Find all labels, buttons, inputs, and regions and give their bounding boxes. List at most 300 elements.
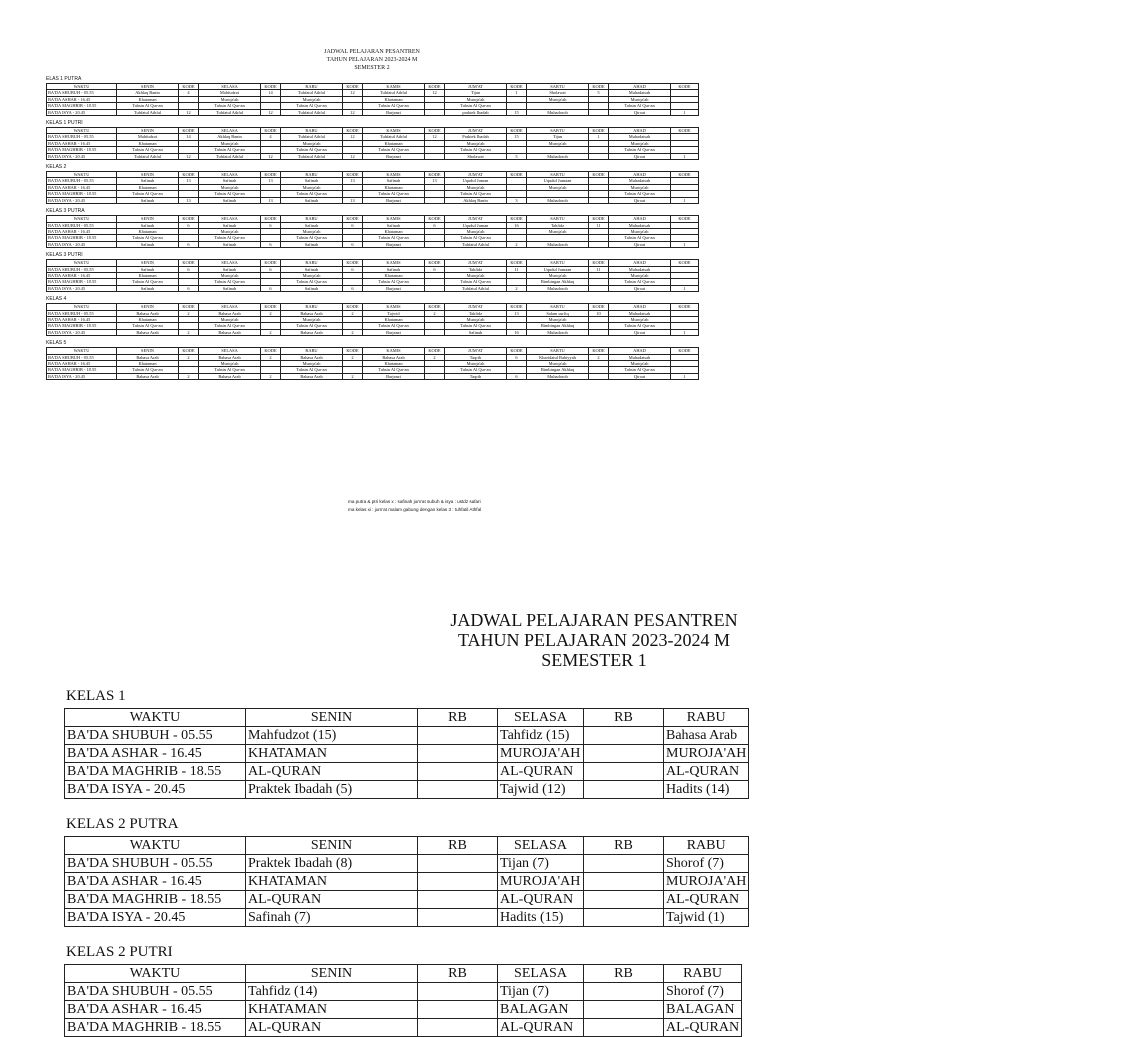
table-cell: Tahsin Al Qur-an (281, 191, 343, 197)
table-cell: AL-QURAN (664, 1019, 742, 1037)
table-cell: Tahsin Al Qur-an (281, 103, 343, 109)
header-cell: RABU (281, 216, 343, 222)
header-cell: KODE (261, 304, 281, 310)
table-cell: 6 (261, 285, 281, 291)
time-cell: BA'DA MAGHRIB - 18.55 (47, 235, 117, 241)
table-cell: Tahfidz (14) (246, 983, 418, 1001)
table-cell (589, 329, 609, 335)
table-cell (589, 285, 609, 291)
table-cell: Tahsin Al Qur-an (199, 147, 261, 153)
table-cell (425, 197, 445, 203)
header-cell: JUM'AT (445, 260, 507, 266)
table-row (65, 873, 749, 891)
table-cell: Tahsin Al Qur-an (199, 323, 261, 329)
table-row (65, 727, 749, 745)
table-cell: Uqudul Jumaan (527, 266, 589, 272)
table-cell: Uqudul Jumaan (527, 178, 589, 184)
header-cell: KODE (671, 128, 699, 134)
header-cell: KODE (261, 128, 281, 134)
title-line: TAHUN PELAJARAN 2023-2024 M (326, 57, 418, 63)
header-cell: KODE (425, 128, 445, 134)
table-cell: AL-QURAN (246, 763, 418, 781)
table-cell: Muroja'ah (527, 272, 589, 278)
header-cell: KODE (589, 84, 609, 90)
header-cell: RB (584, 837, 664, 855)
table-cell: Qiroat (609, 329, 671, 335)
header-cell: KODE (589, 172, 609, 178)
class-section (46, 120, 698, 160)
table-cell: Safinah (281, 285, 343, 291)
header-cell: KAMIS (363, 304, 425, 310)
time-cell: BA'DA MAGHRIB - 18.55 (47, 279, 117, 285)
table-cell: 2 (425, 354, 445, 360)
table-cell: Tahsin Al Qur-an (199, 191, 261, 197)
table-cell (584, 909, 664, 927)
table-cell: Bahasa Arab (664, 727, 749, 745)
table-cell: 15 (507, 109, 527, 115)
table-cell: 5 (507, 153, 527, 159)
header-cell: KODE (589, 304, 609, 310)
table-cell: Tuhfatul Athfal (445, 241, 507, 247)
table-cell: AL-QURAN (498, 891, 584, 909)
document-title (46, 48, 698, 72)
zoom-document-title (64, 610, 1124, 670)
table-cell (418, 745, 498, 763)
table-cell: Mahfudzot (15) (246, 727, 418, 745)
table-cell (425, 153, 445, 159)
table-cell: Muroja'ah (445, 96, 507, 102)
header-cell: RABU (281, 172, 343, 178)
table-cell: 6 (179, 266, 199, 272)
header-cell: SABTU (527, 84, 589, 90)
header-cell: KODE (507, 128, 527, 134)
table-cell (418, 909, 498, 927)
table-cell: Muroja'ah (527, 228, 589, 234)
time-cell: BA'DA SHUBUH - 05.55 (65, 983, 246, 1001)
time-cell: BA'DA SHUBUH - 05.55 (47, 90, 117, 96)
time-cell: BA'DA ASHAR - 16.45 (47, 228, 117, 234)
header-cell: KODE (425, 304, 445, 310)
table-cell: Akhlaq Banin (117, 90, 179, 96)
table-cell: Bimbingan Akhlaq (527, 323, 589, 329)
time-cell: BA'DA ASHAR - 16.45 (47, 361, 117, 367)
table-cell: Muroja'ah (527, 184, 589, 190)
table-cell: Safinah (363, 222, 425, 228)
schedule-table (46, 215, 699, 248)
table-cell: Bahasa Arab (281, 373, 343, 379)
table-cell: Muroja'ah (281, 96, 343, 102)
table-cell: Tahsin Al Qur-an (281, 147, 343, 153)
table-cell: Muhadoroh (527, 285, 589, 291)
table-row (65, 855, 749, 873)
table-cell: 11 (507, 266, 527, 272)
table-cell: Tahsin Al Qur-an (199, 279, 261, 285)
header-cell: KODE (589, 128, 609, 134)
table-cell: Tahsin Al Qur-an (281, 279, 343, 285)
table-cell: Khataman (117, 96, 179, 102)
table-cell: 6 (179, 285, 199, 291)
header-cell: SELASA (199, 304, 261, 310)
table-cell: Taqrib (445, 373, 507, 379)
schedule-table (46, 171, 699, 204)
table-cell: MUROJA'AH (664, 745, 749, 763)
table-cell: Tahsin Al Qur-an (363, 103, 425, 109)
class-section (46, 340, 698, 380)
header-cell: SENIN (117, 348, 179, 354)
header-cell: RB (584, 709, 664, 727)
table-cell: 2 (343, 329, 363, 335)
header-cell: KODE (179, 216, 199, 222)
table-cell: BALAGAN (498, 1001, 584, 1019)
table-cell: 1 (671, 373, 699, 379)
table-cell: Muhadoroh (527, 329, 589, 335)
table-cell: Muhadatsah (609, 310, 671, 316)
table-cell: Hadits (15) (498, 909, 584, 927)
header-cell: KODE (343, 172, 363, 178)
header-cell: KODE (589, 260, 609, 266)
schedule-notes (348, 498, 481, 514)
table-cell: 14 (261, 90, 281, 96)
table-cell: 1 (671, 197, 699, 203)
table-cell: Khataman (363, 272, 425, 278)
table-cell: 15 (507, 134, 527, 140)
header-row (65, 709, 749, 727)
header-cell: SABTU (527, 216, 589, 222)
header-cell: JUM'AT (445, 172, 507, 178)
header-cell: KODE (589, 348, 609, 354)
header-cell: SABTU (527, 260, 589, 266)
header-cell: KODE (343, 304, 363, 310)
table-cell: Tahsin Al Qur-an (199, 367, 261, 373)
time-cell: BA'DA MAGHRIB - 18.55 (47, 147, 117, 153)
table-cell: Tuhfatul Athfal (199, 153, 261, 159)
table-cell (425, 285, 445, 291)
table-cell: 1 (671, 109, 699, 115)
table-cell: Tuhfatul Athfal (281, 134, 343, 140)
table-cell: Muhadatsah (609, 90, 671, 96)
table-cell: 2 (343, 310, 363, 316)
table-cell: Safinah (199, 285, 261, 291)
table-cell: Qiroat (609, 285, 671, 291)
header-cell: KODE (343, 260, 363, 266)
header-cell: WAKTU (65, 837, 246, 855)
table-cell: Tahsin Al Qur-an (445, 323, 507, 329)
header-cell: KODE (425, 172, 445, 178)
schedule-table (46, 259, 699, 292)
table-cell: Tahsin Al Qur-an (445, 147, 507, 153)
table-cell: Tahsin Al Qur-an (117, 279, 179, 285)
table-cell: 2 (507, 285, 527, 291)
table-cell: MUROJA'AH (498, 873, 584, 891)
time-cell: BA'DA MAGHRIB - 18.55 (47, 191, 117, 197)
table-row (47, 153, 699, 159)
header-cell: AHAD (609, 260, 671, 266)
table-cell: Tijan (7) (498, 983, 584, 1001)
class-section (46, 164, 698, 204)
table-cell: 11 (589, 266, 609, 272)
time-cell: BA'DA MAGHRIB - 18.55 (65, 763, 246, 781)
table-cell: Tuhfatul Athfal (117, 153, 179, 159)
header-cell: SENIN (246, 837, 418, 855)
table-cell: Muroja'ah (281, 228, 343, 234)
table-cell: Mahfudzot (117, 134, 179, 140)
table-cell: Muroja'ah (609, 184, 671, 190)
header-cell: RB (584, 965, 664, 983)
table-cell: AL-QURAN (246, 1019, 418, 1037)
header-cell: KAMIS (363, 260, 425, 266)
table-cell: Uqudul Juman (445, 222, 507, 228)
table-row (47, 329, 699, 335)
table-cell: 12 (343, 153, 363, 159)
table-cell: 2 (343, 354, 363, 360)
table-cell: 2 (589, 354, 609, 360)
table-cell: 2 (179, 354, 199, 360)
table-cell (425, 373, 445, 379)
table-row (47, 373, 699, 379)
table-cell: 1 (589, 134, 609, 140)
table-cell: Muroja'ah (199, 184, 261, 190)
table-row (47, 197, 699, 203)
table-cell: Uqudul Juman (445, 178, 507, 184)
table-cell: Bahasa Arab (281, 329, 343, 335)
table-cell: Tahsin Al Qur-an (199, 103, 261, 109)
table-cell: Tahsin Al Qur-an (609, 279, 671, 285)
table-cell (589, 109, 609, 115)
table-cell: Muroja'ah (609, 272, 671, 278)
time-cell: BA'DA ASHAR - 16.45 (47, 272, 117, 278)
table-cell: 13 (425, 178, 445, 184)
header-cell: SABTU (527, 304, 589, 310)
class-schedules (46, 76, 698, 380)
table-cell: Shorof (7) (664, 855, 749, 873)
header-cell: KODE (671, 216, 699, 222)
table-cell: Salam surfiq (527, 310, 589, 316)
table-cell: 13 (179, 178, 199, 184)
table-cell: 13 (261, 178, 281, 184)
table-cell: Sholawat (527, 90, 589, 96)
header-cell: SENIN (246, 965, 418, 983)
table-cell: Tahsin Al Qur-an (609, 191, 671, 197)
table-cell: 2 (507, 241, 527, 247)
header-cell: KODE (179, 260, 199, 266)
table-cell: Safinah (199, 197, 261, 203)
header-cell: KAMIS (363, 84, 425, 90)
table-cell: Muroja'ah (609, 140, 671, 146)
table-cell: Muroja'ah (199, 272, 261, 278)
table-cell: Sholawat (445, 153, 507, 159)
table-cell: KHATAMAN (246, 873, 418, 891)
table-cell: Bahasa Arab (117, 329, 179, 335)
time-cell: BA'DA SHUBUH - 05.55 (47, 134, 117, 140)
table-cell: 12 (179, 153, 199, 159)
table-cell: Khataman (117, 316, 179, 322)
table-cell: 2 (179, 329, 199, 335)
table-cell: Muroja'ah (609, 96, 671, 102)
table-cell: Praktek Ibadah (445, 134, 507, 140)
header-cell: KODE (179, 304, 199, 310)
table-cell (584, 745, 664, 763)
table-cell: Tahsin Al Qur-an (609, 147, 671, 153)
header-cell: KODE (425, 84, 445, 90)
time-cell: BA'DA SHUBUH - 05.55 (47, 354, 117, 360)
table-cell: 12 (343, 90, 363, 96)
table-cell: Muhadatsah (609, 222, 671, 228)
class-label: KELAS 5 (46, 340, 67, 347)
table-cell (584, 727, 664, 745)
header-cell: KODE (261, 172, 281, 178)
table-cell: Khataman (117, 184, 179, 190)
table-cell: Khataman (363, 316, 425, 322)
table-cell (418, 1019, 498, 1037)
table-cell: Tahsin Al Qur-an (117, 191, 179, 197)
table-cell: Bahasa Arab (199, 310, 261, 316)
note-line: ma putra & ptri kelas x : safinah jum'at subuh & isya : ustdz safari (348, 499, 481, 504)
table-cell: Akhlaq Banin (199, 134, 261, 140)
table-cell: Muroja'ah (281, 272, 343, 278)
table-cell (589, 241, 609, 247)
table-cell: 6 (343, 285, 363, 291)
time-cell: BA'DA ISYA - 20.45 (47, 285, 117, 291)
table-cell (584, 855, 664, 873)
table-cell: 12 (261, 109, 281, 115)
table-cell: Tijan (527, 134, 589, 140)
table-row (65, 909, 749, 927)
class-label: KELAS 3 PUTRA (46, 208, 85, 215)
table-cell: Safinah (281, 178, 343, 184)
header-cell: JUM'AT (445, 84, 507, 90)
table-cell: Tahfidz (445, 266, 507, 272)
table-cell (418, 763, 498, 781)
table-cell: Shorof (7) (664, 983, 742, 1001)
table-cell: Safinah (117, 222, 179, 228)
table-cell: Muroja'ah (445, 272, 507, 278)
class-section (46, 76, 698, 116)
table-cell: Tahsin Al Qur-an (117, 103, 179, 109)
table-cell: Tajwid (12) (498, 781, 584, 799)
table-cell: 10 (589, 310, 609, 316)
header-cell: KODE (507, 216, 527, 222)
table-cell: Muroja'ah (609, 316, 671, 322)
header-cell: KODE (343, 128, 363, 134)
header-cell: AHAD (609, 84, 671, 90)
table-cell: 6 (179, 241, 199, 247)
schedule-table (46, 83, 699, 116)
table-cell (425, 329, 445, 335)
table-cell: Mahfudzot (199, 90, 261, 96)
header-cell: KAMIS (363, 172, 425, 178)
table-cell: Tahsin Al Qur-an (609, 103, 671, 109)
table-cell: Barjanzi (363, 197, 425, 203)
header-row (65, 965, 742, 983)
table-cell: KHATAMAN (246, 745, 418, 763)
table-cell: Muroja'ah (527, 140, 589, 146)
time-cell: BA'DA MAGHRIB - 18.55 (65, 891, 246, 909)
table-cell: Muroja'ah (199, 228, 261, 234)
table-cell: Tahfidz (527, 222, 589, 228)
table-cell: 6 (261, 266, 281, 272)
header-cell: SELASA (199, 260, 261, 266)
table-cell (418, 873, 498, 891)
header-cell: KODE (507, 260, 527, 266)
time-cell: BA'DA SHUBUH - 05.55 (47, 222, 117, 228)
table-cell: Praktek Ibadah (8) (246, 855, 418, 873)
header-cell: KODE (261, 84, 281, 90)
table-cell: Khataman (363, 184, 425, 190)
table-cell: 13 (343, 197, 363, 203)
table-cell: Tahsin Al Qur-an (117, 235, 179, 241)
table-cell: 16 (507, 329, 527, 335)
time-cell: BA'DA SHUBUH - 05.55 (65, 855, 246, 873)
table-cell (584, 891, 664, 909)
time-cell: BA'DA ISYA - 20.45 (47, 241, 117, 247)
table-cell (584, 873, 664, 891)
table-cell: 1 (671, 285, 699, 291)
time-cell: BA'DA ASHAR - 16.45 (47, 316, 117, 322)
header-cell: WAKTU (47, 260, 117, 266)
table-row (47, 241, 699, 247)
table-cell: Tuhfatul Athfal (281, 90, 343, 96)
table-cell: Muroja'ah (527, 361, 589, 367)
table-cell: Bahasa Arab (117, 310, 179, 316)
table-cell: 2 (261, 329, 281, 335)
table-cell: Bahasa Arab (199, 373, 261, 379)
table-cell: 13 (261, 197, 281, 203)
header-cell: RB (418, 709, 498, 727)
time-cell: BA'DA ISYA - 20.45 (47, 197, 117, 203)
time-cell: BA'DA ASHAR - 16.45 (47, 140, 117, 146)
table-cell: Muroja'ah (527, 316, 589, 322)
table-cell: Muroja'ah (445, 316, 507, 322)
table-cell: Muroja'ah (199, 316, 261, 322)
header-cell: SENIN (117, 84, 179, 90)
table-cell: 12 (343, 134, 363, 140)
table-cell: 12 (425, 90, 445, 96)
table-cell: Tahsin Al Qur-an (609, 235, 671, 241)
class-section (46, 296, 698, 336)
table-cell: 2 (179, 373, 199, 379)
table-cell: Barjanzi (363, 329, 425, 335)
header-cell: KODE (671, 348, 699, 354)
table-cell: Bahasa Arab (363, 354, 425, 360)
header-cell: KODE (179, 84, 199, 90)
table-cell: Safinah (199, 222, 261, 228)
table-cell: Qiroat (609, 373, 671, 379)
header-cell: KODE (425, 216, 445, 222)
header-cell: JUM'AT (445, 216, 507, 222)
table-cell: 6 (343, 266, 363, 272)
header-cell: WAKTU (47, 216, 117, 222)
table-cell: 11 (589, 222, 609, 228)
table-cell: 12 (425, 134, 445, 140)
header-cell: SELASA (199, 128, 261, 134)
header-cell: KODE (261, 348, 281, 354)
zoom-schedule-table (64, 708, 749, 799)
table-cell: Tahsin Al Qur-an (281, 235, 343, 241)
header-cell: AHAD (609, 128, 671, 134)
table-cell: Muhadoroh (527, 197, 589, 203)
table-cell: Safinah (117, 197, 179, 203)
table-cell: Safinah (199, 266, 261, 272)
table-cell: 2 (261, 310, 281, 316)
table-cell: Tahsin Al Qur-an (363, 367, 425, 373)
table-row (65, 891, 749, 909)
title-line: JADWAL PELAJARAN PESANTREN (450, 610, 738, 630)
header-cell: WAKTU (47, 128, 117, 134)
time-cell: BA'DA MAGHRIB - 18.55 (65, 1019, 246, 1037)
table-cell: Muroja'ah (445, 361, 507, 367)
table-cell: Safinah (363, 178, 425, 184)
table-cell: praktek Ibadah (445, 109, 507, 115)
